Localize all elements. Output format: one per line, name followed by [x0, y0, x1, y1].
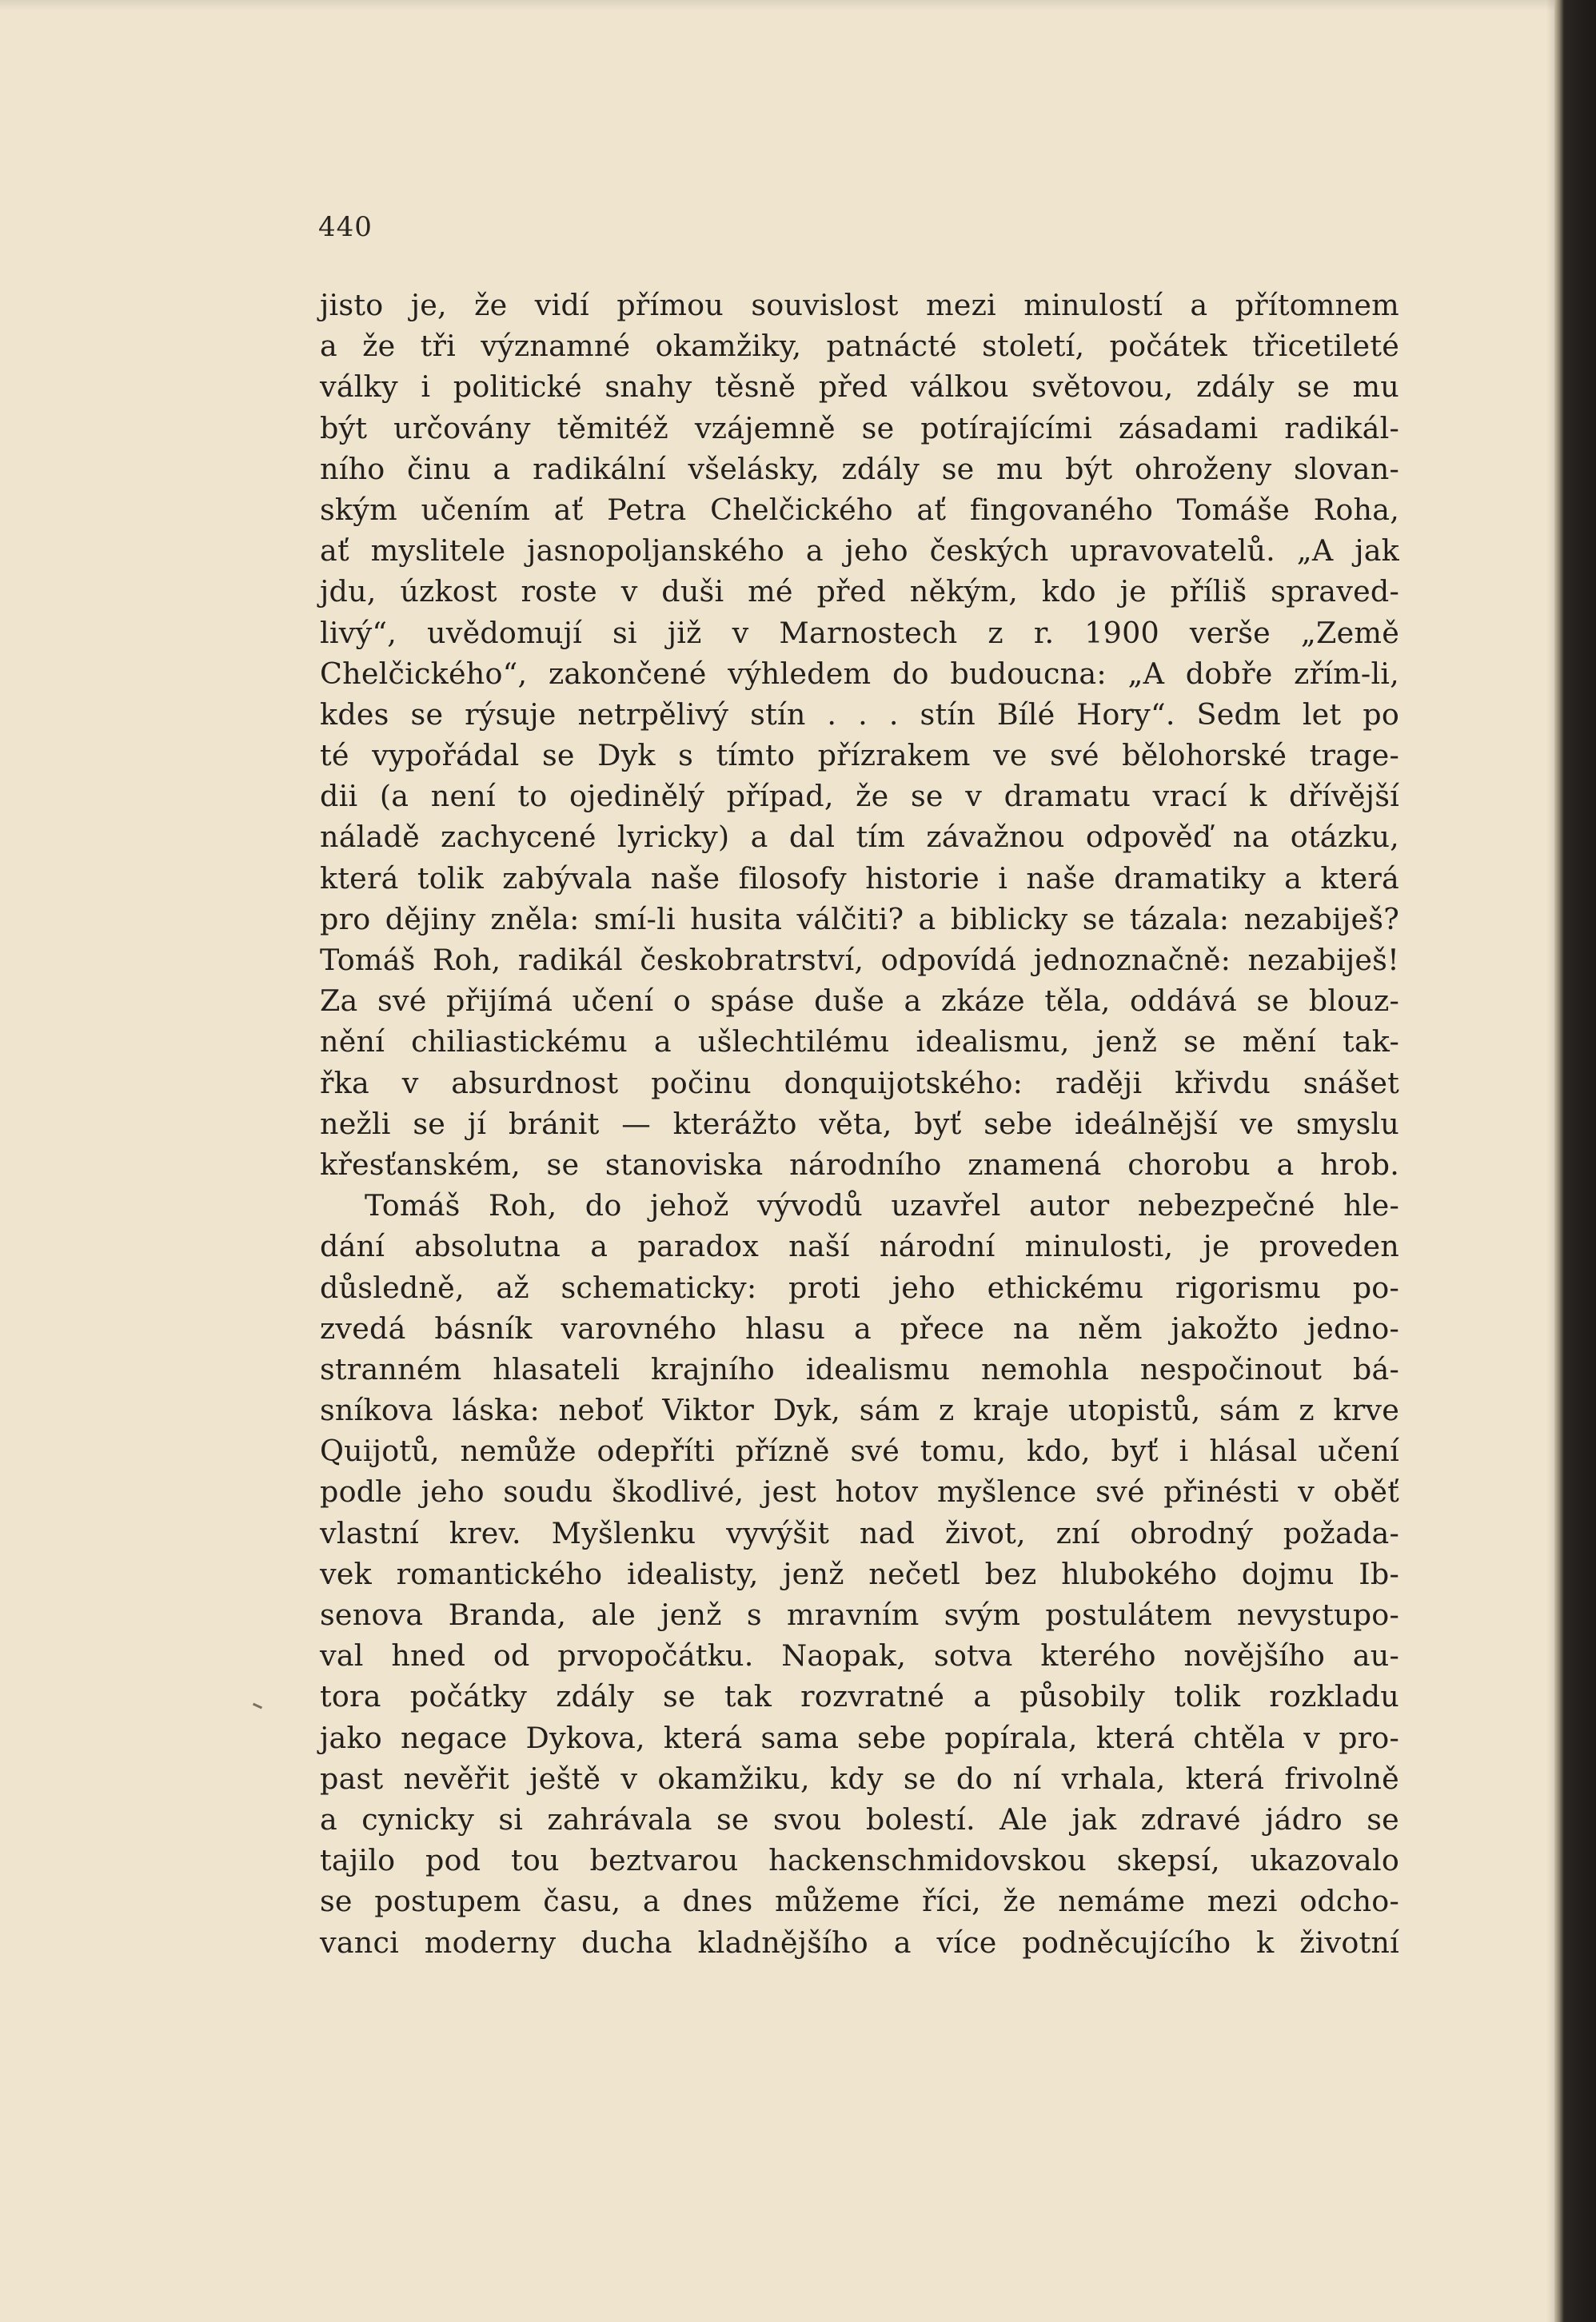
text-line: zvedá básník varovného hlasu a přece na něm jakožto jedno-	[320, 1311, 1399, 1346]
text-line: dii (a není to ojedinělý případ, že se v dramatu vrací k dřívější	[320, 779, 1399, 814]
text-line: val hned od prvopočátku. Naopak, sotva kterého novějšího au-	[320, 1638, 1399, 1674]
text-line: náladě zachycené lyricky) a dal tím závažnou odpověď na otázku,	[320, 820, 1399, 855]
text-line: která tolik zabývala naše filosofy historie i naše dramatiky a která	[320, 860, 1399, 896]
text-line: a cynicky si zahrávala se svou bolestí. Ale jak zdravé jádro se	[320, 1801, 1399, 1837]
text-line: stranném hlasateli krajního idealismu nemohla nespočinout bá-	[320, 1351, 1399, 1386]
page-number: 440	[318, 211, 373, 243]
text-line: křesťanském, se stanoviska národního znamená chorobu a hrob.	[320, 1147, 1399, 1182]
binding-shadow	[1546, 0, 1554, 2322]
page-top-shadow	[0, 0, 1554, 11]
book-spine	[1554, 0, 1596, 2322]
text-line: vlastní krev. Myšlenku vyvýšit nad život, zní obrodný požada-	[320, 1515, 1399, 1550]
text-line: livý“, uvědomují si již v Marnostech z r. 1900 verše „Země	[320, 615, 1399, 650]
text-line: se postupem času, a dnes můžeme říci, že nemáme mezi odcho-	[320, 1884, 1399, 1919]
text-line: té vypořádal se Dyk s tímto přízrakem ve své bělohorské trage-	[320, 738, 1399, 773]
text-line: vek romantického idealisty, jenž nečetl bez hlubokého dojmu Ib-	[320, 1556, 1399, 1591]
text-line: jdu, úzkost roste v duši mé před někým, kdo je příliš spraved-	[320, 574, 1399, 609]
text-line: podle jeho soudu škodlivé, jest hotov myšlence své přinésti v oběť	[320, 1474, 1399, 1510]
text-line: vanci moderny ducha kladnějšího a více podněcujícího k životní	[320, 1925, 1399, 1960]
text-line: války i politické snahy těsně před válkou světovou, zdály se mu	[320, 369, 1399, 405]
text-line: past nevěřit ještě v okamžiku, kdy se do ní vrhala, která frivolně	[320, 1761, 1399, 1796]
text-line: Za své přijímá učení o spáse duše a zkáze těla, oddává se blouz-	[320, 983, 1399, 1019]
text-line: Tomáš Roh, radikál českobratrství, odpovídá jednoznačně: nezabiješ!	[320, 943, 1399, 977]
text-line: jako negace Dykova, která sama sebe popírala, která chtěla v pro-	[320, 1720, 1399, 1755]
text-line: ať myslitele jasnopoljanského a jeho českých upravovatelů. „A jak	[320, 533, 1399, 569]
text-line: dání absolutna a paradox naší národní minulosti, je proveden	[320, 1229, 1399, 1264]
text-line: nění chiliastickému a ušlechtilému idealismu, jenž se mění tak-	[320, 1024, 1399, 1059]
body-text	[320, 285, 1399, 1963]
text-line: nežli se jí bránit — kterážto věta, byť sebe ideálnější ve smyslu	[320, 1106, 1399, 1141]
text-line: Quijotů, nemůže odepříti přízně své tomu, kdo, byť i hlásal učení	[320, 1434, 1399, 1469]
text-line: senova Branda, ale jenž s mravním svým postulátem nevystupo-	[320, 1598, 1399, 1632]
text-line: Tomáš Roh, do jehož vývodů uzavřel autor nebezpečné hle-	[365, 1188, 1399, 1223]
text-line: pro dějiny zněla: smí-li husita válčiti? a biblicky se tázala: nezabiješ?	[320, 901, 1399, 936]
text-line: jisto je, že vidí přímou souvislost mezi minulostí a přítomnem	[320, 288, 1399, 322]
text-line: sníkova láska: neboť Viktor Dyk, sám z kraje utopistů, sám z krve	[320, 1393, 1399, 1428]
text-line: důsledně, až schematicky: proti jeho ethickému rigorismu po-	[320, 1270, 1399, 1305]
text-line: být určovány těmitéž vzájemně se potírajícími zásadami radikál-	[320, 410, 1399, 445]
text-line: tora počátky zdály se tak rozvratné a působily tolik rozkladu	[320, 1679, 1399, 1714]
stray-ink-mark	[253, 1703, 262, 1710]
text-line: ního činu a radikální všelásky, zdály se mu být ohroženy slovan-	[320, 451, 1399, 486]
text-line: kdes se rýsuje netrpělivý stín . . . stín Bílé Hory“. Sedm let po	[320, 696, 1399, 732]
text-line: ským učením ať Petra Chelčického ať fingovaného Tomáše Roha,	[320, 492, 1399, 527]
text-line: a že tři významné okamžiky, patnácté století, počátek třicetileté	[320, 329, 1399, 364]
text-line: tajilo pod tou beztvarou hackenschmidovskou skepsí, ukazovalo	[320, 1843, 1399, 1878]
text-line: řka v absurdnost počinu donquijotského: raději křivdu snášet	[320, 1065, 1399, 1100]
text-line: Chelčického“, zakončené výhledem do budoucna: „A dobře zřím-li,	[320, 656, 1399, 691]
